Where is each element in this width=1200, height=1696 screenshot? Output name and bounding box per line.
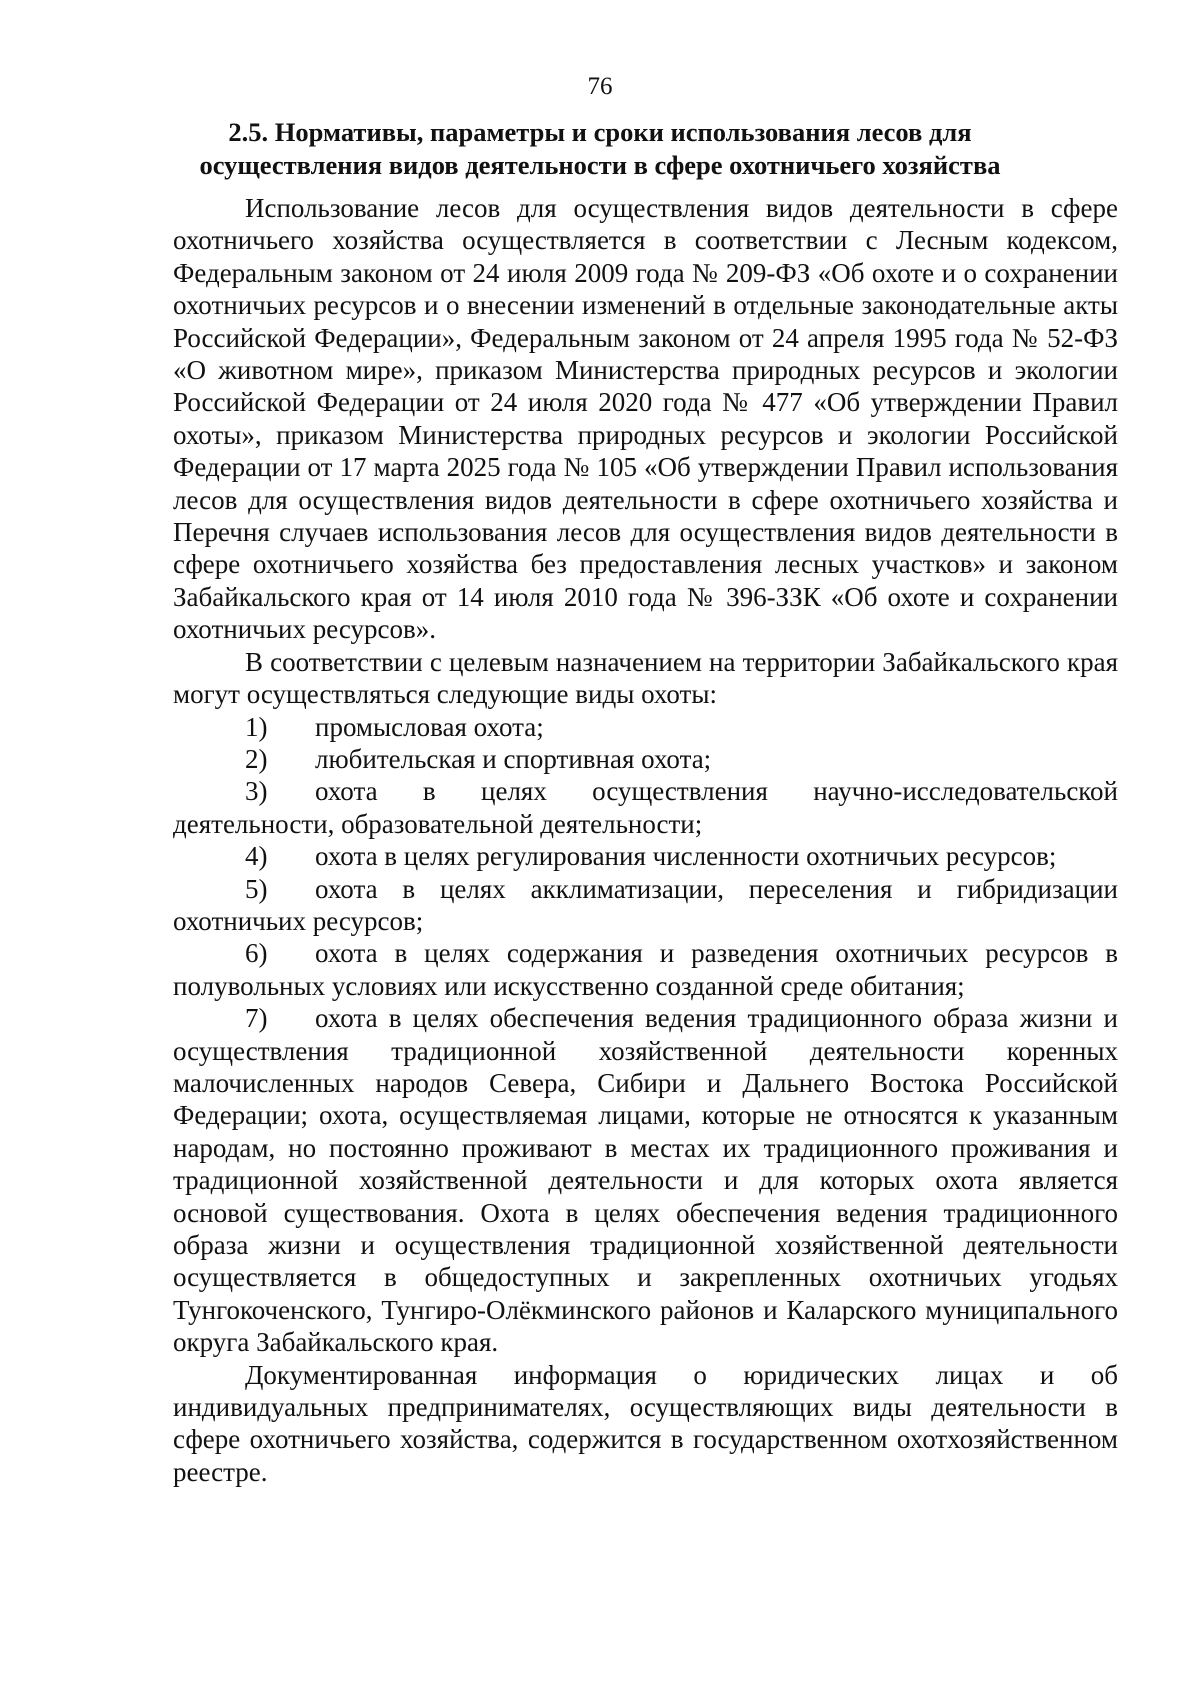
list-item bbox=[173, 1002, 1118, 1358]
list-item-number: 7) bbox=[245, 1003, 268, 1034]
list-item-number: 5) bbox=[245, 873, 268, 904]
hunting-types-list bbox=[173, 711, 1118, 1359]
list-item-text: охота в целях регулирования численности охотничьих ресурсов; bbox=[315, 841, 1057, 872]
section-heading bbox=[160, 116, 1040, 182]
list-item bbox=[173, 743, 1118, 775]
list-item-number: 1) bbox=[245, 711, 268, 742]
list-item-text: охота в целях содержания и разведения охотничьих ресурсов в полувольных условиях или искусственно созданной среде обитания; bbox=[173, 938, 1118, 1001]
section-heading-line-2: осуществления видов деятельности в сфере охотничьего хозяйства bbox=[199, 150, 1001, 180]
paragraph-hunting-types-intro: В соответствии с целевым назначением на территории Забайкальского края могут осуществляться следующие виды охоты: bbox=[173, 646, 1118, 710]
list-item bbox=[173, 840, 1118, 872]
list-item-text: промысловая охота; bbox=[315, 711, 544, 742]
page-number: 76 bbox=[587, 73, 613, 100]
list-item-text: охота в целях акклиматизации, переселения и гибридизации охотничьих ресурсов; bbox=[173, 873, 1118, 936]
list-item-text: охота в целях осуществления научно-исследовательской деятельности, образовательной деятельности; bbox=[173, 776, 1118, 839]
list-item-number: 6) bbox=[245, 938, 268, 969]
list-item bbox=[173, 711, 1118, 743]
section-heading-line-1: 2.5. Нормативы, параметры и сроки использования лесов для bbox=[228, 117, 972, 147]
list-item-number: 2) bbox=[245, 743, 268, 774]
list-item bbox=[173, 873, 1118, 938]
list-item bbox=[173, 937, 1118, 1002]
list-item bbox=[173, 775, 1118, 840]
list-item-text: любительская и спортивная охота; bbox=[315, 743, 712, 774]
paragraph-legal-basis: Использование лесов для осуществления видов деятельности в сфере охотничьего хозяйства осуществляется в соответствии с Лесным кодексом, Федеральным законом от 24 июля 2009 года № 209-ФЗ «Об охоте и о сохранении охотничьих ресурсов и о внесении изменений в отдельные законодательные акты Российской Федерации», Федеральным законом от 24 апреля 1995 года № 52-ФЗ «О животном мире», приказом Министерства природных ресурсов и экологии Российской Федерации от 24 июля 2020 года № 477 «Об утверждении Правил охоты», приказом Министерства природных ресурсов и экологии Российской Федерации от 17 марта 2025 года № 105 «Об утверждении Правил использования лесов для осуществления видов деятельности в сфере охотничьего хозяйства и Перечня случаев использования лесов для осуществления видов деятельности в сфере охотничьего хозяйства без предоставления лесных участков» и законом Забайкальского края от 14 июля 2010 года № 396-ЗЗК «Об охоте и сохранении охотничьих ресурсов». bbox=[173, 193, 1118, 645]
paragraph-registry: Документированная информация о юридических лицах и об индивидуальных предпринимателях, осуществляющих виды деятельности в сфере охотничьего хозяйства, содержится в государственном охотхозяйственном реестре. bbox=[173, 1359, 1118, 1487]
list-item-number: 3) bbox=[245, 776, 268, 807]
list-item-number: 4) bbox=[245, 841, 268, 872]
list-item-text: охота в целях обеспечения ведения традиционного образа жизни и осуществления традиционной хозяйственной деятельности коренных малочисленных народов Севера, Сибири и Дальнего Востока Российской Федерации; охота, осуществляемая лицами, которые не относятся к указанным народам, но постоянно проживают в местах их традиционного проживания и традиционной хозяйственной деятельности и для которых охота является основой существования. Охота в целях обеспечения ведения традиционного образа жизни и осуществления традиционной хозяйственной деятельности осуществляется в общедоступных и закрепленных охотничьих угодьях Тунгокоченского, Тунгиро-Олёкминского районов и Каларского муниципального округа Забайкальского края. bbox=[173, 1003, 1118, 1358]
document-body bbox=[173, 192, 1118, 1488]
